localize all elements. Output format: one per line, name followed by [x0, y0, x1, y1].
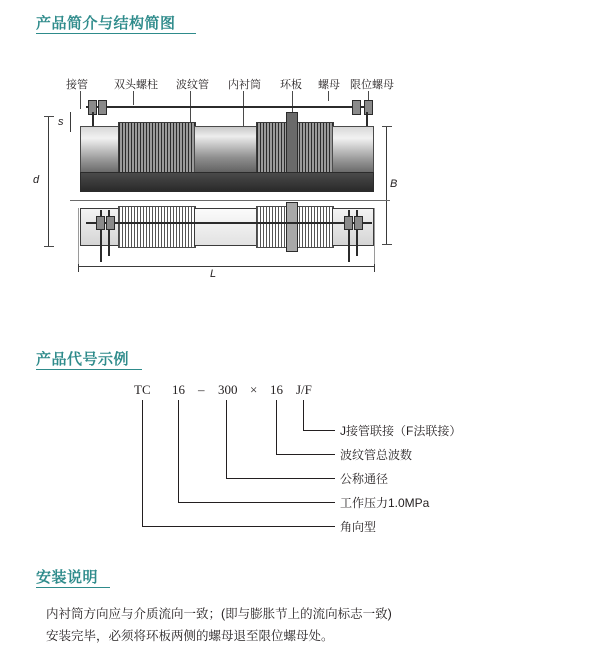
leader-ring-plate — [292, 91, 293, 113]
nut-top-left-b — [98, 100, 107, 115]
code-leader-waves — [276, 400, 277, 454]
install-note-line-2: 安装完毕，必须将环板两侧的螺母退至限位螺母处。 — [46, 629, 334, 643]
code-leader-type — [142, 400, 143, 526]
code-token-tc: TC — [134, 382, 151, 397]
section-title-code: 产品代号示例 — [36, 351, 130, 368]
callout-label-bellows: 波纹管 — [176, 79, 209, 91]
dim-line-L — [78, 266, 374, 267]
pipe-right-lower — [332, 208, 374, 246]
leader-pipe — [80, 91, 81, 109]
code-desc-connection: J接管联接（F法联接） — [340, 424, 462, 438]
code-rule-type — [142, 526, 335, 527]
install-note-line-1: 内衬筒方向应与介质流向一致；(即与膨胀节上的流向标志一致) — [46, 607, 392, 621]
dim-tick-B-bottom — [382, 244, 392, 245]
callout-label-pipe: 接管 — [66, 79, 88, 91]
product-code-figure — [0, 370, 600, 534]
code-desc-pressure: 工作压力1.0MPa — [340, 496, 430, 510]
dim-line-B — [386, 126, 387, 244]
code-token-dash: – — [198, 382, 205, 397]
callout-label-limit-nut: 限位螺母 — [350, 79, 394, 91]
ext-line-right — [374, 208, 375, 264]
nut-lower-right — [344, 216, 353, 230]
code-token-connection: J/F — [296, 382, 312, 397]
code-rule-waves — [276, 454, 335, 455]
ring-plate-lower — [286, 202, 298, 252]
section-title-install: 安装说明 — [36, 569, 99, 586]
dim-tick-d-top — [44, 116, 54, 117]
code-leader-diameter — [226, 400, 227, 478]
nut-top-right-a — [352, 100, 361, 115]
dim-tick-B-top — [382, 126, 392, 127]
callout-label-liner: 内衬筒 — [228, 79, 261, 91]
code-token-waves: 16 — [270, 382, 283, 397]
stud-rail-top — [86, 106, 372, 108]
ext-line-left — [78, 208, 79, 264]
leader-stud — [133, 91, 134, 105]
liner-center-lower — [194, 208, 258, 246]
code-desc-type: 角向型 — [340, 520, 377, 534]
callout-label-stud: 双头螺柱 — [114, 79, 158, 91]
tie-rod-rail-lower — [86, 222, 372, 224]
code-token-pressure: 16 — [172, 382, 185, 397]
code-rule-diameter — [226, 478, 335, 479]
dim-line-s — [70, 112, 71, 132]
code-rule-connection — [303, 430, 335, 431]
body-shadow-upper — [80, 172, 374, 192]
code-desc-diameter: 公称通径 — [340, 472, 389, 486]
dim-label-s: s — [58, 116, 64, 128]
bellows-left-lower — [118, 206, 196, 248]
dim-label-L: L — [210, 268, 217, 280]
section-title-intro-underline — [36, 33, 196, 34]
dim-label-d: d — [33, 174, 40, 186]
dim-tick-d-bottom — [44, 246, 54, 247]
section-title-install-underline — [36, 587, 110, 588]
callout-label-nut: 螺母 — [318, 79, 340, 91]
code-token-times: × — [250, 382, 258, 397]
leader-nut — [328, 91, 329, 101]
nut-lower-right-2 — [354, 216, 363, 230]
code-desc-waves: 波纹管总波数 — [340, 448, 413, 462]
code-leader-connection — [303, 400, 304, 430]
centerline-horizontal — [70, 200, 390, 201]
nut-lower-left — [96, 216, 105, 230]
section-title-intro: 产品简介与结构简图 — [36, 15, 176, 32]
code-rule-pressure — [178, 502, 335, 503]
dim-label-B: B — [390, 178, 398, 190]
callout-label-ring-plate: 环板 — [280, 79, 302, 91]
nut-lower-left-2 — [106, 216, 115, 230]
dim-line-d — [48, 116, 49, 246]
code-token-diameter: 300 — [218, 382, 238, 397]
structure-diagram — [0, 60, 600, 300]
code-leader-pressure — [178, 400, 179, 502]
